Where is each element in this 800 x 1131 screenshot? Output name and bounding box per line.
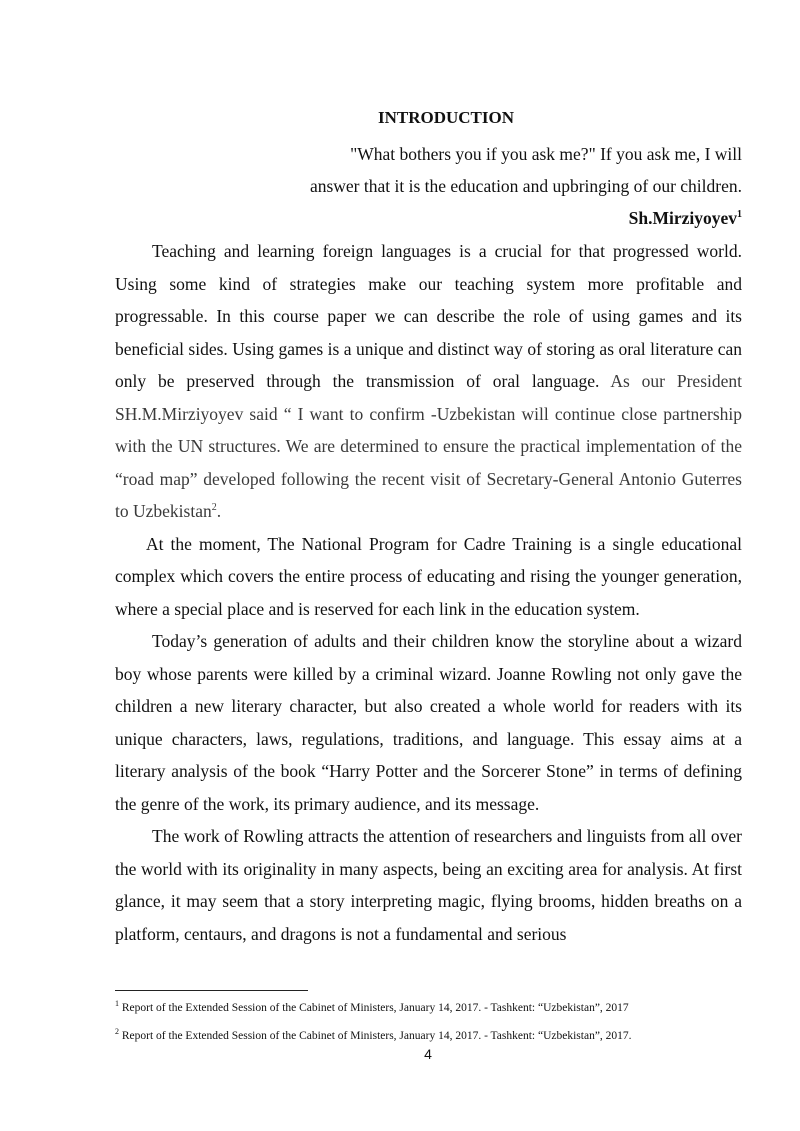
footnote-2-text: Report of the Extended Session of the Cabinet of Ministers, January 14, 2017. - Tashkent: “Uzbekistan”, 2017.	[121, 1030, 632, 1042]
paragraph-3: Today’s generation of adults and their children know the storyline about a wizard boy whose parents were killed by a criminal wizard. Joanne Rowling not only gave the children a new literary character, but also created a whole world for readers with its unique characters, laws, regulations, traditions, and language. This essay aims at a literary analysis of the book “Harry Potter and the Sorcerer Stone” in terms of defining the genre of the work, its primary audience, and its message.	[115, 631, 742, 814]
footnote-1	[115, 999, 629, 1014]
paragraph-1	[115, 235, 742, 528]
footnote-2-number: 2	[115, 1027, 119, 1037]
paragraph-2: At the moment, The National Program for Cadre Training is a single educational complex which covers the entire process of educating and rising the younger generation, where a special place and is reserved for each link in the education system.	[115, 533, 742, 619]
paragraph-1-text: Teaching and learning foreign languages is a crucial for that progressed world. Using some kind of strategies make our teaching system more profitable and progressable. In this course paper we can describe the role of using games and its beneficial sides. Using games is a unique and distinct way of storing as oral literature can only be preserved through the transmission of oral language.	[115, 241, 742, 391]
epigraph-line-2: answer that it is the education and upbringing of our children.	[309, 176, 742, 196]
footnote-1-text: Report of the Extended Session of the Cabinet of Ministers, January 14, 2017. - Tashkent: “Uzbekistan”, 2017	[121, 1002, 629, 1014]
page-number: 4	[424, 1046, 432, 1062]
footnote-1-number: 1	[115, 999, 119, 1009]
footnote-ref-2[interactable]: 2	[211, 502, 217, 514]
paragraph-1-end: .	[216, 501, 222, 521]
paragraph-4: The work of Rowling attracts the attention of researchers and linguists from all over the world with its originality in many aspects, being an exciting area for analysis. At first glance, it may seem that a story interpreting magic, flying brooms, hidden breaths on a platform, centaurs, and dragons is not a fundamental and serious	[115, 826, 742, 944]
body-text	[115, 235, 742, 950]
footnote-ref-1[interactable]: 1	[737, 209, 742, 221]
epigraph-author-name: Sh.Mirziyoyev	[628, 208, 737, 228]
president-quote: As our President SH.M.Mirziyoyev said “ I want to confirm -Uzbekistan will continue close partnership with the UN structures. We are determined to ensure the practical implementation of the “road map” developed following the recent visit of Secretary-General Antonio Guterres to Uzbekistan	[115, 371, 742, 521]
epigraph-line-1: "What bothers you if you ask me?" If you ask me, I will	[350, 144, 742, 164]
epigraph-author	[629, 208, 742, 229]
page-title: INTRODUCTION	[377, 108, 515, 127]
footnote-separator	[115, 990, 308, 991]
footnote-2	[115, 1027, 632, 1042]
